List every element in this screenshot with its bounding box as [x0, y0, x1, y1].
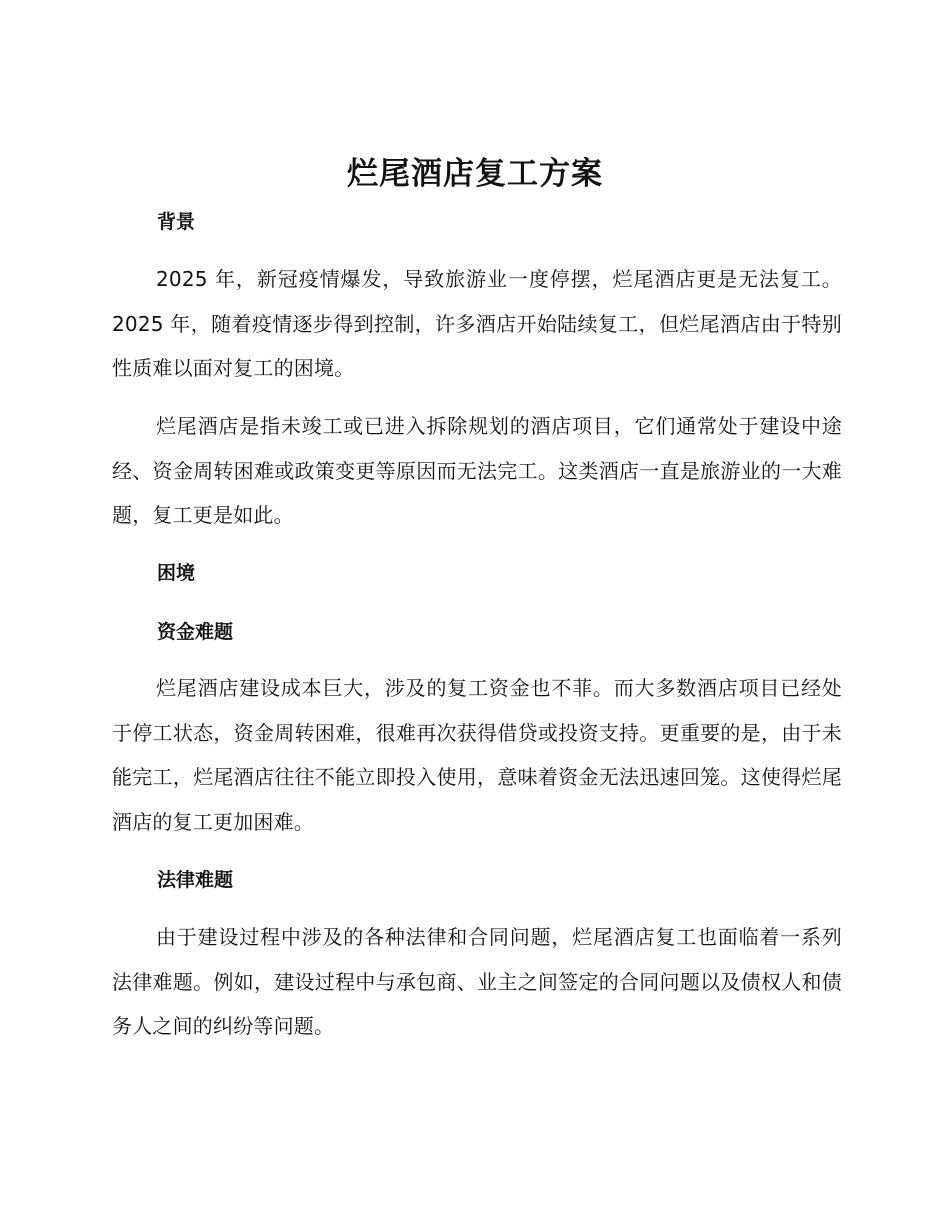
section-heading-funding: 资金难题: [157, 621, 234, 643]
section-heading-difficulties: 困境: [157, 562, 196, 584]
section-heading-background: 背景: [157, 211, 196, 233]
paragraph-background-1: 2025 年，新冠疫情爆发，导致旅游业一度停摆，烂尾酒店更是无法复工。2025 年，随着疫情逐步得到控制，许多酒店开始陆续复工，但烂尾酒店由于特别性质难以面对复工的困境。: [112, 267, 842, 380]
section-heading-legal: 法律难题: [157, 869, 234, 891]
document-title: 烂尾酒店复工方案: [347, 156, 603, 192]
paragraph-background-2: 烂尾酒店是指未竣工或已进入拆除规划的酒店项目，它们通常处于建设中途经、资金周转困难或政策变更等原因而无法完工。这类酒店一直是旅游业的一大难题，复工更是如此。: [112, 414, 842, 527]
paragraph-funding: 烂尾酒店建设成本巨大，涉及的复工资金也不菲。而大多数酒店项目已经处于停工状态，资金周转困难，很难再次获得借贷或投资支持。更重要的是，由于未能完工，烂尾酒店往往不能立即投入使用，意味着资金无法迅速回笼。这使得烂尾酒店的复工更加困难。: [112, 676, 842, 834]
paragraph-legal: 由于建设过程中涉及的各种法律和合同问题，烂尾酒店复工也面临着一系列法律难题。例如，建设过程中与承包商、业主之间签定的合同问题以及债权人和债务人之间的纠纷等问题。: [112, 925, 842, 1038]
